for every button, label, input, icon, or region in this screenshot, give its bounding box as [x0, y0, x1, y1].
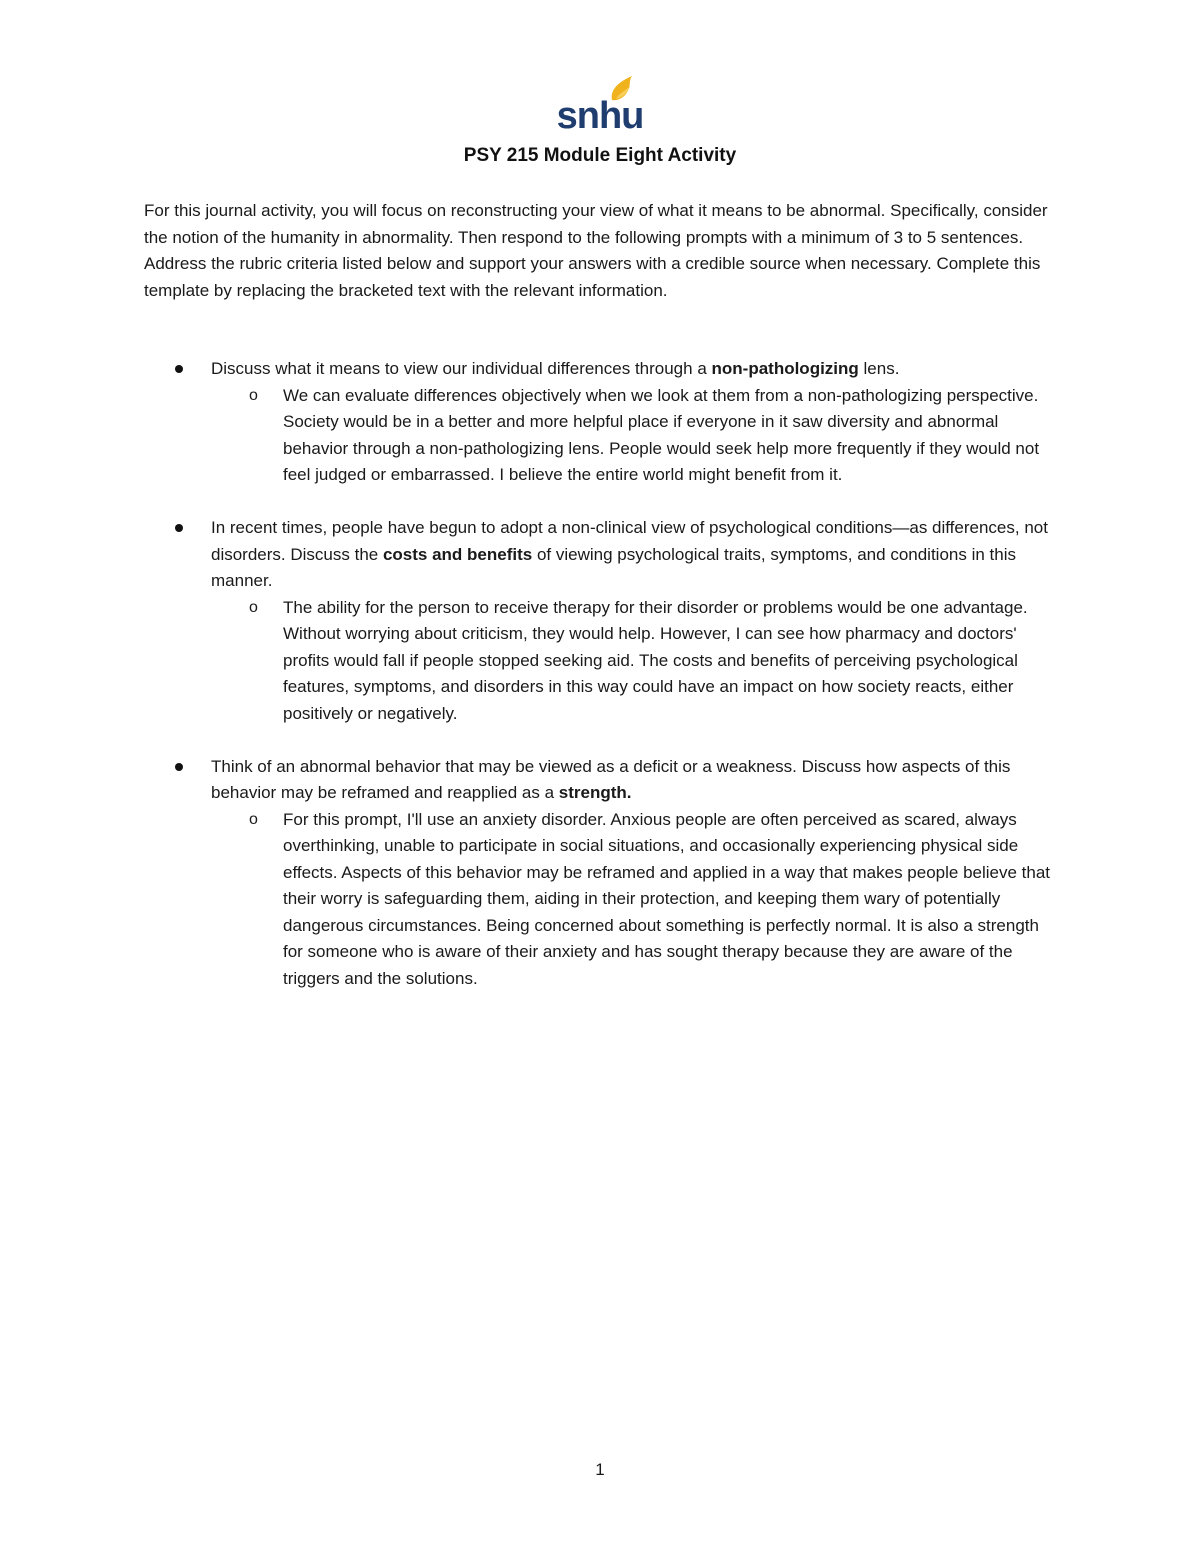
list-item	[144, 356, 1059, 489]
bullet-icon	[175, 763, 183, 771]
answer-text: o The ability for the person to receive therapy for their disorder or problems would be one advantage. Without worrying about criticism, they would help. However, I can see how pharmacy and doctors' profits would fall if people stopped seeking aid. The costs and benefits of perceiving psychological features, symptoms, and disorders in this way could have an impact on how society reacts, either positively or negatively.	[211, 595, 1059, 728]
prompt-list	[144, 356, 1059, 992]
list-item	[144, 754, 1059, 993]
bullet-icon	[175, 524, 183, 532]
answer-text: o For this prompt, I'll use an anxiety disorder. Anxious people are often perceived as scared, always overthinking, unable to participate in social situations, and occasionally experiencing physical side effects. Aspects of this behavior may be reframed and applied in a way that makes people believe that their worry is safeguarding them, aiding in their protection, and keeping them wary of potentially dangerous circumstances. Being concerned about something is perfectly normal. It is also a strength for someone who is aware of their anxiety and has sought therapy because they are aware of the triggers and the solutions.	[211, 807, 1059, 993]
prompt-text: Think of an abnormal behavior that may be viewed as a deficit or a weakness. Discuss how aspects of this behavior may be reframed and reapplied as a strength.	[211, 756, 1011, 802]
sub-bullet-icon: o	[249, 810, 258, 828]
answer-text: o We can evaluate differences objectively when we look at them from a non-pathologizing perspective. Society would be in a better and more helpful place if everyone in it saw diversity and abnormal behavior through a non-pathologizing lens. People would seek help more frequently if they would not feel judged or embarrassed. I believe the entire world might benefit from it.	[211, 383, 1059, 489]
page-number: 1	[595, 1460, 605, 1479]
snhu-logo-flame-icon	[552, 72, 648, 132]
logo-wordmark: snhu	[556, 95, 644, 132]
prompt-text: In recent times, people have begun to adopt a non-clinical view of psychological conditions—as differences, not disorders. Discuss the costs and benefits of viewing psychological traits, symptoms, and conditions in this manner.	[211, 518, 1048, 590]
bullet-icon	[175, 365, 183, 373]
page-title: PSY 215 Module Eight Activity	[463, 145, 737, 166]
intro-paragraph: For this journal activity, you will focus on reconstructing your view of what it means to be abnormal. Specifically, consider the notion of the humanity in abnormality. Then respond to the following prompts with a minimum of 3 to 5 sentences. Address the rubric criteria listed below and support your answers with a credible source when necessary. Complete this template by replacing the bracketed text with the relevant information.	[144, 201, 1048, 300]
list-item	[144, 515, 1059, 727]
prompt-text: Discuss what it means to view our individual differences through a non-pathologizing lens.	[211, 359, 900, 378]
sub-bullet-icon: o	[249, 386, 258, 404]
sub-bullet-icon: o	[249, 598, 258, 616]
snhu-logo	[552, 72, 648, 132]
